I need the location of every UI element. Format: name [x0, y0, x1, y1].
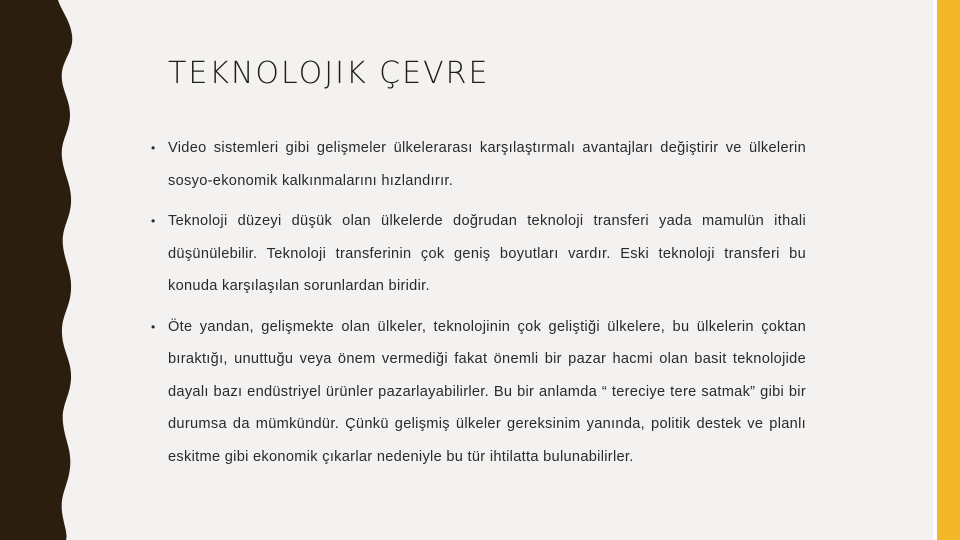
bullet-text: Öte yandan, gelişmekte olan ülkeler, teknolojinin çok geliştiği ülkelere, bu ülkelerin çoktan bıraktığı, unuttuğu veya önem vermediği fakat önemli bir pazar hacmi olan basit teknolojide dayalı bazı endüstriyel ürünler pazarlayabilirler. Bu bir anlamda “ tereciye tere satmak” gibi bir durumsa da mümkündür. Çünkü gelişmiş ülkeler gereksinim yanında, politik destek ve planlı eskitme gibi ekonomik çıkarlar nedeniyle bu tür ihtilatta bulunabilirler. — [168, 318, 806, 465]
bullet-dot-icon: • — [151, 214, 156, 228]
right-edge-gold-stripe — [937, 0, 960, 540]
bullet-item — [146, 205, 806, 303]
bullet-list — [146, 132, 806, 481]
decorative-wavy-border — [0, 0, 80, 540]
bullet-item — [146, 311, 806, 474]
bullet-text: Teknoloji düzeyi düşük olan ülkelerde doğrudan teknoloji transferi yada mamulün ithali düşünülebilir. Teknoloji transferinin çok geniş boyutları vardır. Eski teknoloji transferi bu konuda karşılaşılan sorunlardan biridir. — [168, 213, 806, 294]
bullet-text: Video sistemleri gibi gelişmeler ülkelerarası karşılaştırmalı avantajları değiştirir ve ülkelerin sosyo-ekonomik kalkınmalarını hızlandırır. — [168, 140, 806, 189]
bullet-item — [146, 132, 806, 197]
bullet-dot-icon: • — [151, 319, 156, 334]
slide-title: TEKNOLOJIK ÇEVRE — [168, 56, 490, 91]
bullet-dot-icon: • — [151, 141, 156, 155]
